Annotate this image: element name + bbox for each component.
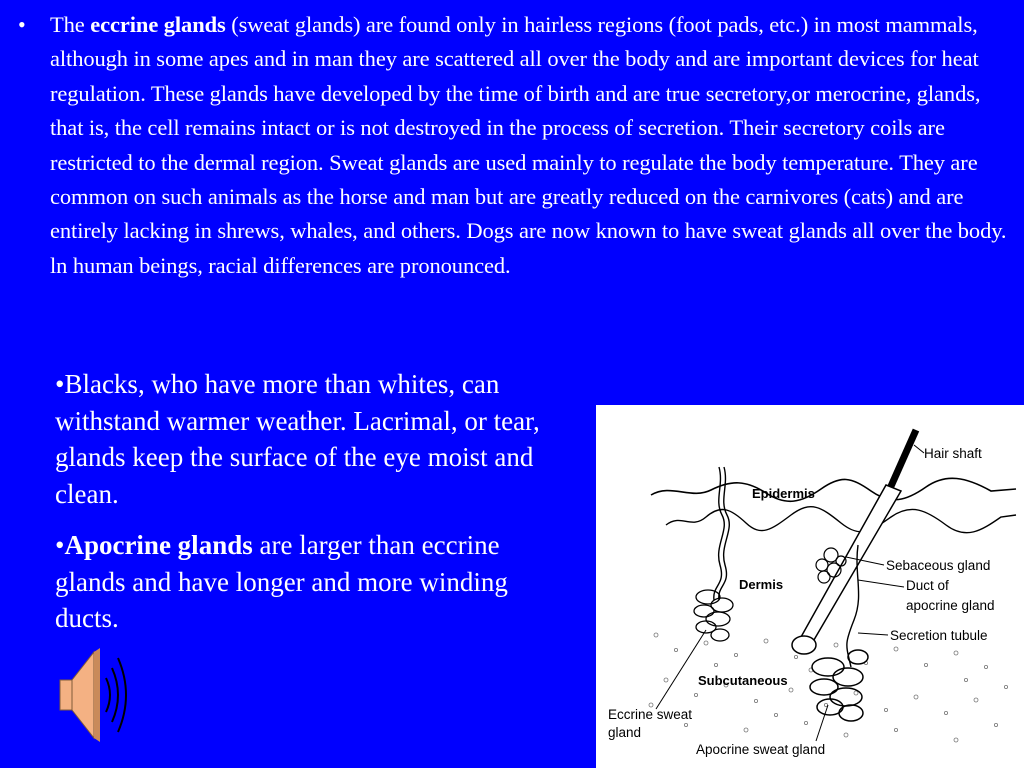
apocrine-coil bbox=[810, 650, 868, 721]
bullet-prefix: • bbox=[55, 369, 65, 399]
gland-diagram bbox=[596, 405, 1024, 768]
gland-diagram-svg bbox=[596, 405, 1024, 768]
label-duct-line2: apocrine gland bbox=[906, 598, 995, 613]
eccrine-paragraph bbox=[18, 8, 1018, 283]
epidermis-surface bbox=[651, 478, 1016, 501]
label-apocrine-sweat-gland: Apocrine sweat gland bbox=[696, 742, 826, 757]
hair-shaft bbox=[888, 430, 916, 493]
label-duct-line1: Duct of bbox=[906, 578, 949, 593]
hair-bulb bbox=[792, 636, 816, 654]
term-apocrine-glands: Apocrine glands bbox=[64, 530, 253, 560]
paragraph-body: (sweat glands) are found only in hairless regions (foot pads, etc.) in most mammals, although in some apes and in man they are scattered all over the body and are important devices for heat regulation. These glands have developed by the time of birth and are true secretory,or merocrine, glands, that is, the cell remains intact or is not destroyed in the process of secretion. Their secretory coils are restricted to the dermal region. Sweat glands are used mainly to regulate the body temperature. They are common on such animals as the horse and man but are greatly reduced on the carnivores (cats) and are entirely lacking in shrews, whales, and others. Dogs are now known to have sweat glands all over the body. ln human beings, racial differences are pronounced. bbox=[50, 12, 1007, 278]
label-hair-shaft: Hair shaft bbox=[924, 446, 982, 461]
bullet-apocrine bbox=[55, 527, 575, 637]
epidermis-boundary bbox=[666, 507, 1016, 533]
bullet-marker: • bbox=[18, 12, 26, 37]
bullet-blacks bbox=[55, 366, 575, 512]
eccrine-paragraph-text bbox=[50, 8, 1015, 283]
bullet-prefix: • bbox=[55, 530, 65, 560]
bullet-text: Blacks, who have more than whites, can withstand warmer weather. Lacrimal, or tear, glands keep the surface of the eye moist and clean. bbox=[55, 369, 540, 509]
label-sebaceous-gland: Sebaceous gland bbox=[886, 558, 991, 573]
term-eccrine-glands: eccrine glands bbox=[90, 12, 226, 37]
label-dermis: Dermis bbox=[739, 577, 784, 592]
speaker-icon-svg bbox=[58, 640, 138, 750]
speaker-icon[interactable] bbox=[58, 640, 138, 750]
label-eccrine-line2: gland bbox=[608, 725, 642, 740]
lower-bullets bbox=[55, 366, 575, 652]
paragraph-lead: The bbox=[50, 12, 91, 37]
bullet-text: are larger than eccrine glands and have longer and more winding ducts. bbox=[55, 530, 508, 633]
label-epidermis: Epidermis bbox=[752, 486, 815, 501]
label-secretion-tubule: Secretion tubule bbox=[890, 628, 988, 643]
label-subcutaneous: Subcutaneous bbox=[698, 673, 788, 688]
label-eccrine-line1: Eccrine sweat bbox=[608, 707, 693, 722]
